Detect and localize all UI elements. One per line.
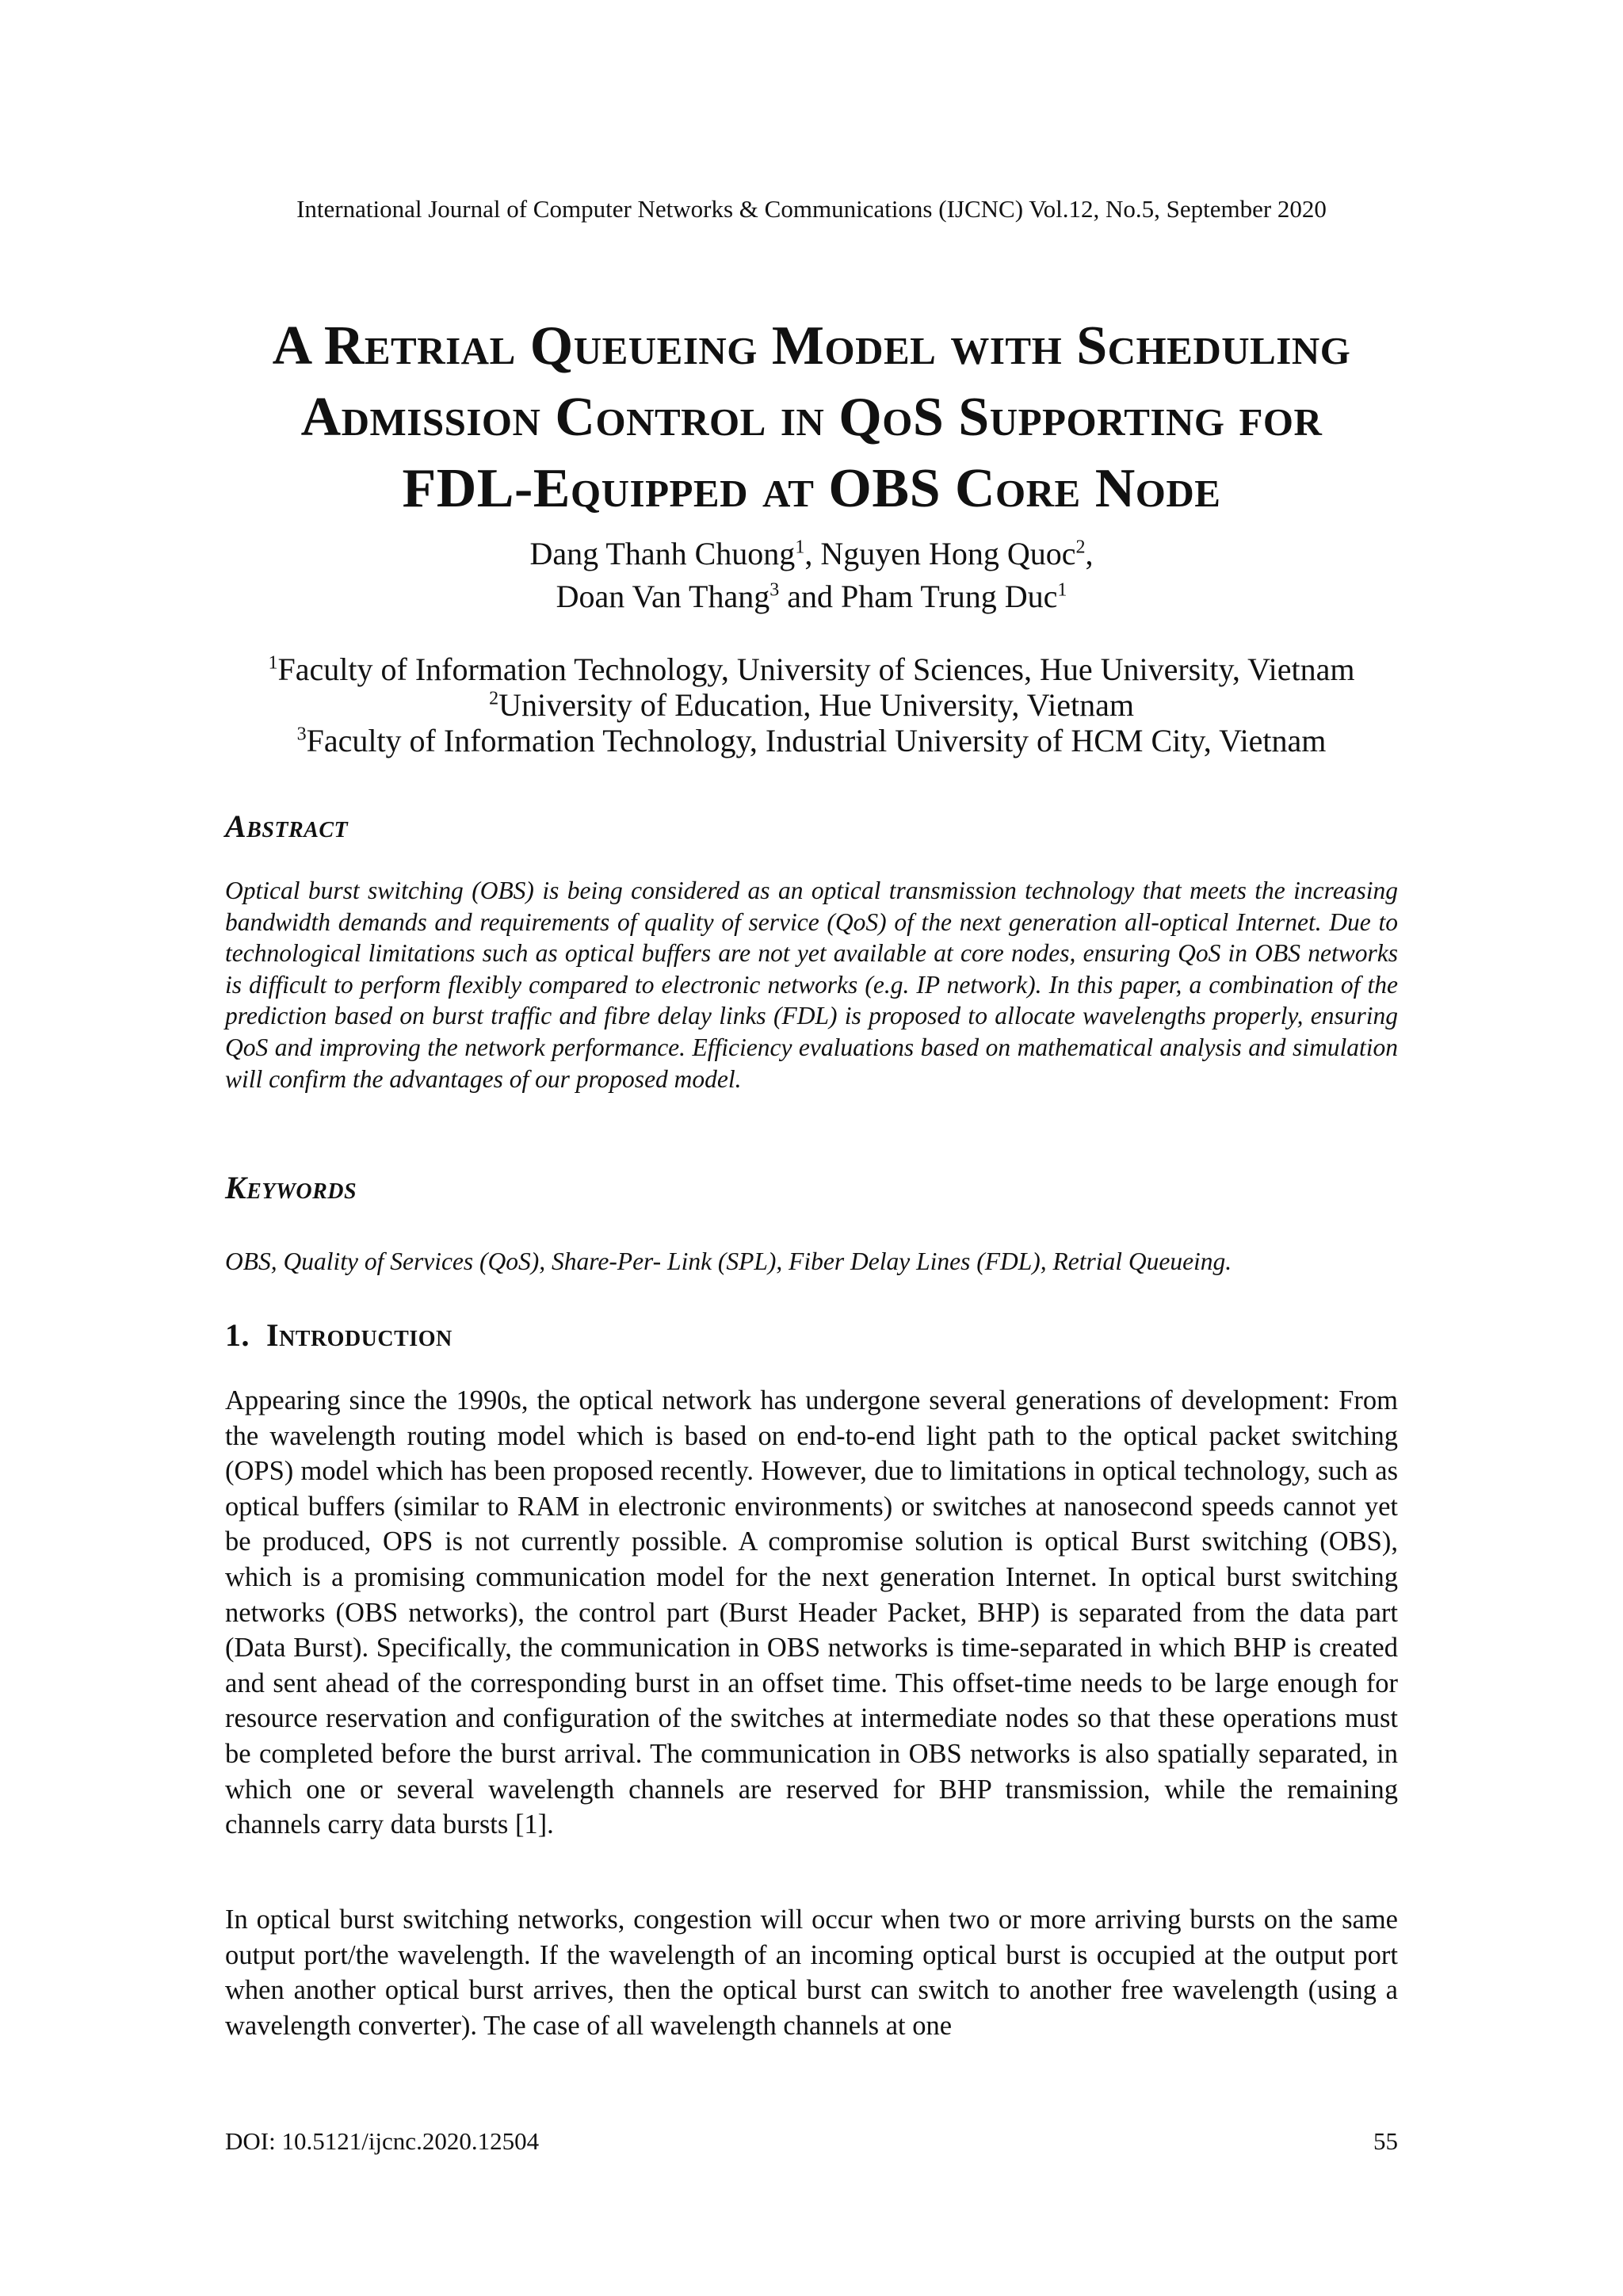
abstract-text: Optical burst switching (OBS) is being considered as an optical transmission technology that meets the increasing bandwidth demands and requirements of quality of service (QoS) of the next generation all-optical Internet. Due to technological limitations such as optical buffers are not yet available at core nodes, ensuring QoS in OBS networks is difficult to perform flexibly compared to electronic networks (e.g. IP network). In this paper, a combination of the prediction based on burst traffic and fibre delay links (FDL) is proposed to allocate wavelengths properly, ensuring QoS and improving the network performance. Efficiency evaluations based on mathematical analysis and simulation will confirm the advantages of our proposed model. — [225, 877, 1398, 1093]
intro-paragraph-1: Appearing since the 1990s, the optical network has undergone several generations of development: From the wavelength routing model which is based on end-to-end light path to the optical packet switching (OPS) model which has been proposed recently. However, due to limitations in optical technology, such as optical buffers (similar to RAM in electronic environments) or switches at nanosecond speeds cannot yet be produced, OPS is not currently possible. A compromise solution is optical Burst switching (OBS), which is a promising communication model for the next generation Internet. In optical burst switching networks (OBS networks), the control part (Burst Header Packet, BHP) is separated from the data part (Data Burst). Specifically, the communication in OBS networks is time-separated in which BHP is created and sent ahead of the corresponding burst in an offset time. This offset-time needs to be large enough for resource reservation and configuration of the switches at intermediate nodes so that these operations must be completed before the burst arrival. The communication in OBS networks is also spatially separated, in which one or several wavelength channels are reserved for BHP transmission, while the remaining channels carry data bursts [1]. — [225, 1385, 1398, 1840]
author-name: Nguyen Hong Quoc — [820, 536, 1076, 571]
affiliation-mark: 3 — [296, 724, 307, 745]
author-separator: and — [779, 579, 841, 614]
author-affil-mark: 1 — [1057, 579, 1067, 601]
title-line-1: A Retrial Queueing Model with Scheduling — [272, 315, 1351, 376]
title-line-3: FDL-Equipped at OBS Core Node — [402, 458, 1221, 519]
title-line-2: Admission Control in QoS Supporting for — [300, 387, 1323, 448]
affiliation — [0, 687, 1623, 723]
author-name: Pham Trung Duc — [840, 579, 1058, 614]
affiliation-text: Faculty of Information Technology, University of Sciences, Hue University, Vietnam — [277, 651, 1355, 687]
intro-paragraph-2: In optical burst switching networks, congestion will occur when two or more arriving bursts on the same output port/the wavelength. If the wavelength of an incoming optical burst is occupied at the output port when another optical burst arrives, then the optical burst can switch to another free wavelength (using a wavelength converter). The case of all wavelength channels at one — [225, 1904, 1398, 2041]
author-line-2 — [0, 575, 1623, 618]
keywords-heading: Keywords — [225, 1170, 357, 1205]
author-line-1 — [0, 533, 1623, 575]
page-number: 55 — [1373, 2127, 1398, 2155]
author-name: Doan Van Thang — [556, 579, 770, 614]
abstract-heading: Abstract — [225, 808, 349, 844]
author-list — [0, 533, 1623, 618]
paper-title — [143, 311, 1480, 525]
keywords-text: OBS, Quality of Services (QoS), Share-Per- Link (SPL), Fiber Delay Lines (FDL), Retrial Queueing. — [225, 1247, 1232, 1275]
affiliation-mark: 2 — [489, 688, 499, 709]
affiliation-list — [0, 651, 1623, 758]
author-affil-mark: 3 — [769, 579, 780, 601]
affiliation-text: University of Education, Hue University, Vietnam — [498, 687, 1134, 723]
section-number: 1. — [225, 1317, 250, 1353]
footer-doi: DOI: 10.5121/ijcnc.2020.12504 — [225, 2127, 540, 2155]
section-title: Introduction — [266, 1317, 453, 1353]
affiliation — [0, 651, 1623, 687]
author-name: Dang Thanh Chuong — [529, 536, 796, 571]
section-heading-introduction — [225, 1316, 453, 1355]
journal-header: International Journal of Computer Networks & Communications (IJCNC) Vol.12, No.5, September 2020 — [296, 195, 1327, 223]
affiliation-text: Faculty of Information Technology, Industrial University of HCM City, Vietnam — [306, 723, 1327, 758]
author-separator: , — [804, 536, 821, 571]
affiliation — [0, 723, 1623, 758]
author-affil-mark: 2 — [1075, 537, 1086, 558]
author-separator: , — [1085, 536, 1094, 571]
affiliation-mark: 1 — [268, 652, 278, 674]
author-affil-mark: 1 — [795, 537, 805, 558]
